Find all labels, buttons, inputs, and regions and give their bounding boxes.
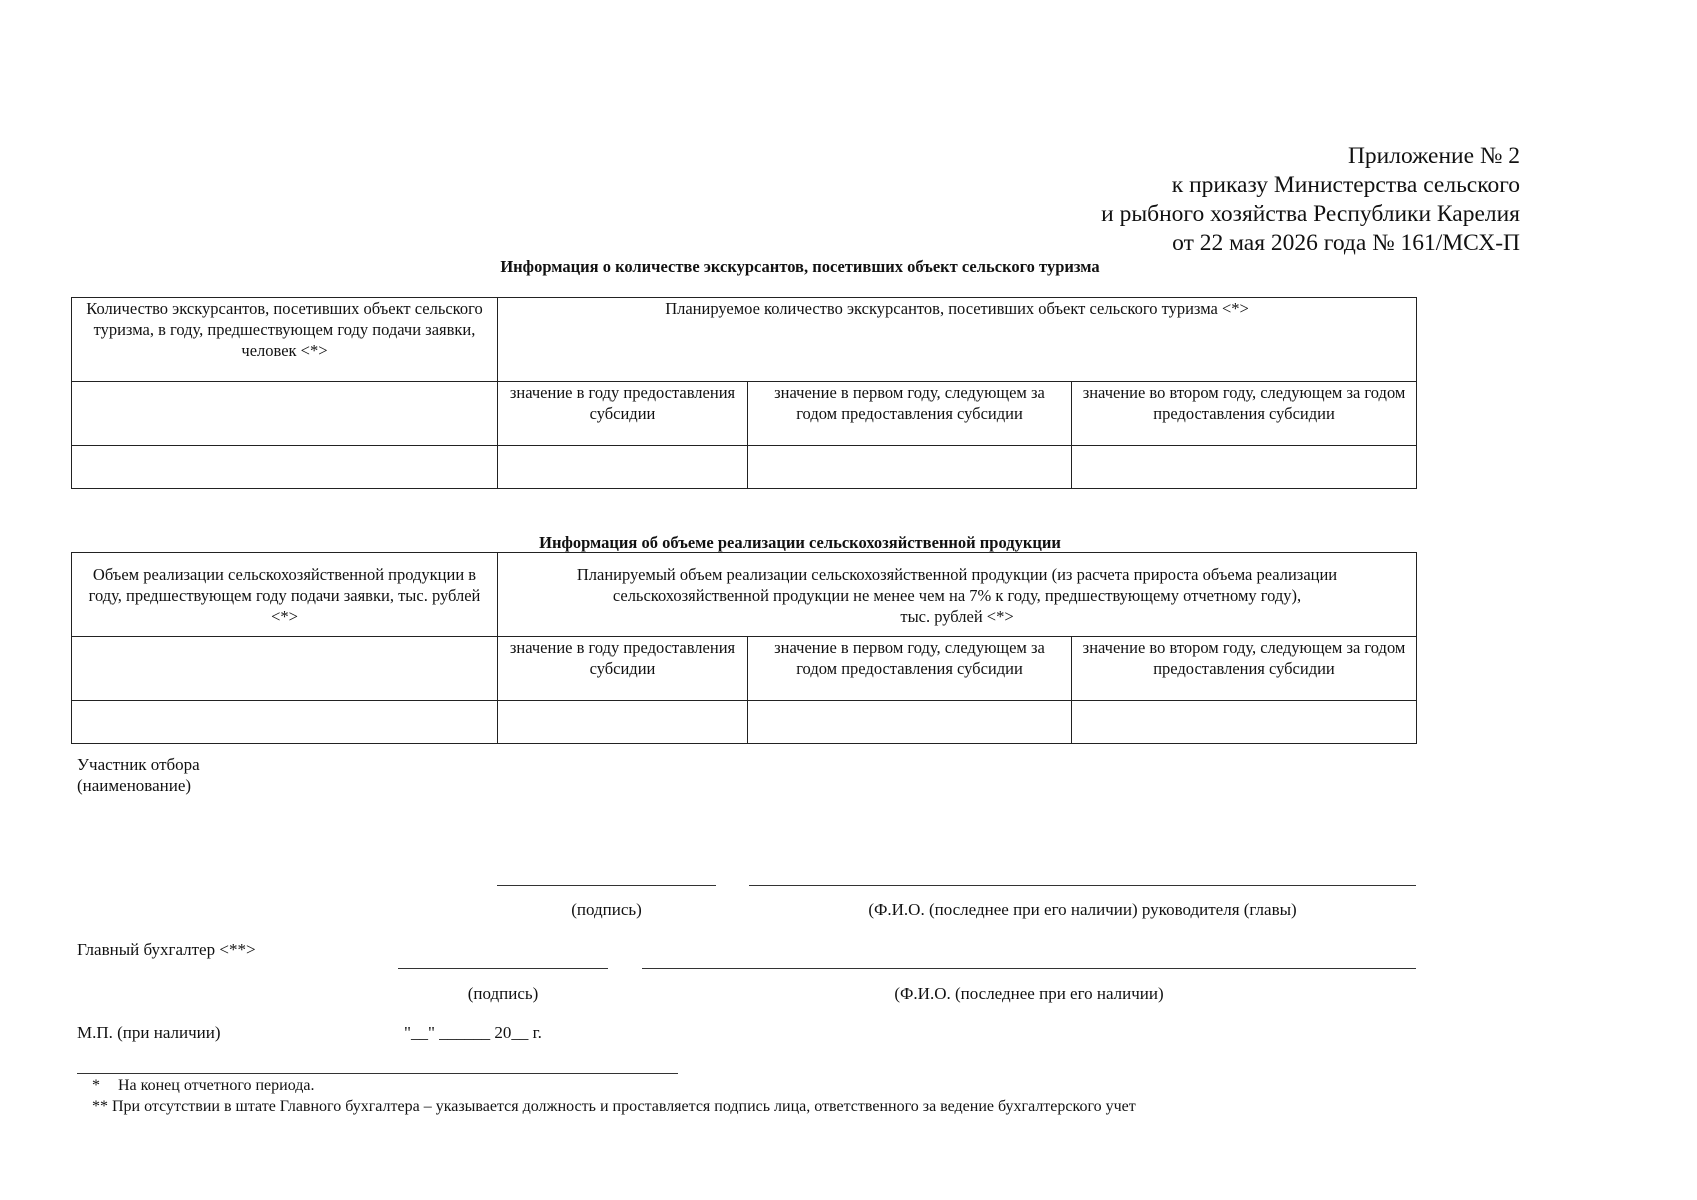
footnote-1 xyxy=(92,1075,1136,1096)
excursionists-planned-header: Планируемое количество экскурсантов, посетивших объект сельского туризма <*> xyxy=(498,298,1417,382)
table-cell xyxy=(72,382,498,446)
subsidy-year-header: значение в году предоставления субсидии xyxy=(498,382,748,446)
seal-label: М.П. (при наличии) xyxy=(77,1023,221,1042)
accountant-signature-caption: (подпись) xyxy=(467,984,539,1003)
head-name-line[interactable] xyxy=(749,885,1416,886)
first-year-after-header: значение в первом году, следующем за годом предоставления субсидии xyxy=(748,637,1072,701)
section2-title: Информация об объеме реализации сельскохозяйственной продукции xyxy=(539,533,1061,552)
previous-year-value-cell[interactable] xyxy=(72,701,498,744)
sales-volume-table xyxy=(71,552,1417,744)
sales-previous-year-header: Объем реализации сельскохозяйственной продукции в году, предшествующем году подачи заявки, тыс. рублей <*> xyxy=(72,553,498,637)
excursionists-table xyxy=(71,297,1417,489)
subsidy-year-header: значение в году предоставления субсидии xyxy=(498,637,748,701)
head-signature-line[interactable] xyxy=(497,885,716,886)
table-cell xyxy=(72,637,498,701)
attachment-ministry-line: и рыбного хозяйства Республики Карелия xyxy=(1101,201,1520,227)
footnotes xyxy=(92,1075,1136,1117)
subsidy-year-value-cell[interactable] xyxy=(498,701,748,744)
attachment-date-line: от 22 мая 2026 года № 161/МСХ-П xyxy=(1172,230,1520,256)
sales-planned-header-line: сельскохозяйственной продукции не менее чем на 7% к году, предшествующему отчетному году), xyxy=(612,586,1302,605)
sales-planned-header-line: Планируемый объем реализации сельскохозяйственной продукции (из расчета прироста объема реализации xyxy=(576,565,1338,584)
accountant-name-caption: (Ф.И.О. (последнее при его наличии) xyxy=(894,984,1164,1003)
first-year-value-cell[interactable] xyxy=(748,446,1072,489)
first-year-after-header: значение в первом году, следующем за годом предоставления субсидии xyxy=(748,382,1072,446)
attachment-header xyxy=(1101,142,1520,258)
footnote-1-mark: * xyxy=(92,1077,100,1094)
second-year-value-cell[interactable] xyxy=(1072,446,1417,489)
second-year-value-cell[interactable] xyxy=(1072,701,1417,744)
head-name-caption: (Ф.И.О. (последнее при его наличии) руководителя (главы) xyxy=(868,900,1297,919)
accountant-name-line[interactable] xyxy=(642,968,1416,969)
first-year-value-cell[interactable] xyxy=(748,701,1072,744)
second-year-after-header: значение во втором году, следующем за годом предоставления субсидии xyxy=(1072,382,1417,446)
footnote-2: ** При отсутствии в штате Главного бухгалтера – указывается должность и проставляется подпись лица, ответственного за ведение бухгалтерского учет xyxy=(92,1098,1136,1115)
sales-planned-header-unit: тыс. рублей <*> xyxy=(900,607,1014,626)
footnote-1-text: На конец отчетного периода. xyxy=(118,1077,315,1094)
accountant-signature-line[interactable] xyxy=(398,968,608,969)
second-year-after-header: значение во втором году, следующем за годом предоставления субсидии xyxy=(1072,637,1417,701)
attachment-order-line: к приказу Министерства сельского xyxy=(1171,172,1520,198)
attachment-number: Приложение № 2 xyxy=(1347,143,1520,169)
previous-year-value-cell[interactable] xyxy=(72,446,498,489)
sales-planned-header xyxy=(498,553,1417,637)
footnote-divider xyxy=(77,1073,678,1074)
head-signature-caption: (подпись) xyxy=(571,900,642,919)
participant-label: Участник отбора xyxy=(77,755,200,774)
excursionists-previous-year-header: Количество экскурсантов, посетивших объект сельского туризма, в году, предшествующем году подачи заявки, человек <*> xyxy=(72,298,498,382)
subsidy-year-value-cell[interactable] xyxy=(498,446,748,489)
chief-accountant-label: Главный бухгалтер <**> xyxy=(77,940,256,959)
participant-name-hint: (наименование) xyxy=(77,776,192,795)
section1-title: Информация о количестве экскурсантов, посетивших объект сельского туризма xyxy=(500,257,1100,276)
date-blank[interactable]: "__" ______ 20__ г. xyxy=(404,1023,542,1042)
